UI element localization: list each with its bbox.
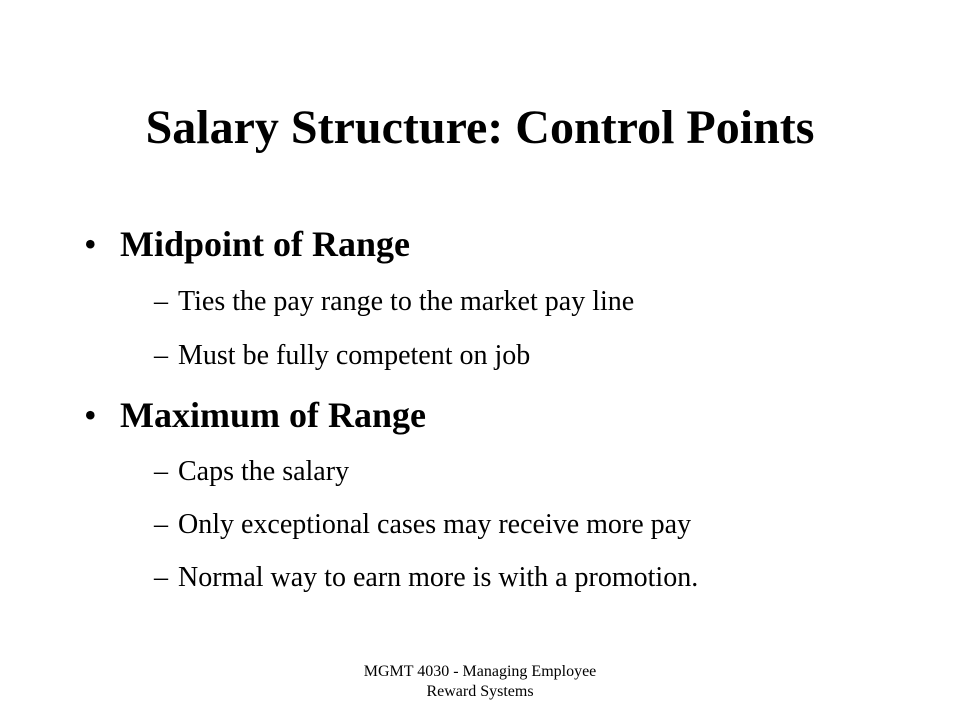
dash-icon: – bbox=[154, 286, 168, 317]
sub-bullet bbox=[154, 284, 634, 320]
sub-bullet bbox=[154, 338, 530, 374]
bullet-heading: Maximum of Range bbox=[120, 395, 426, 435]
bullet-heading: Midpoint of Range bbox=[120, 224, 411, 264]
dash-icon: – bbox=[154, 340, 168, 371]
dash-icon: – bbox=[154, 509, 168, 540]
footer-line: MGMT 4030 - Managing Employee bbox=[363, 663, 597, 680]
bullet-icon: • bbox=[84, 224, 97, 264]
sub-bullet bbox=[154, 560, 698, 596]
dash-icon: – bbox=[154, 562, 168, 593]
sub-bullet-text: Ties the pay range to the market pay line bbox=[178, 286, 635, 317]
slide-title: Salary Structure: Control Points bbox=[145, 101, 815, 154]
sub-bullet bbox=[154, 454, 349, 490]
bullet-maximum-of-range bbox=[84, 393, 426, 437]
slide-footer bbox=[300, 662, 660, 702]
sub-bullet-text: Normal way to earn more is with a promotion. bbox=[178, 562, 699, 593]
sub-bullet-text: Only exceptional cases may receive more pay bbox=[178, 509, 692, 540]
bullet-icon: • bbox=[84, 395, 97, 435]
sub-bullet-text: Must be fully competent on job bbox=[178, 340, 531, 371]
sub-bullet bbox=[154, 507, 691, 543]
bullet-midpoint-of-range bbox=[84, 222, 410, 266]
footer-line: Reward Systems bbox=[426, 683, 534, 700]
sub-bullet-text: Caps the salary bbox=[178, 456, 350, 487]
dash-icon: – bbox=[154, 456, 168, 487]
